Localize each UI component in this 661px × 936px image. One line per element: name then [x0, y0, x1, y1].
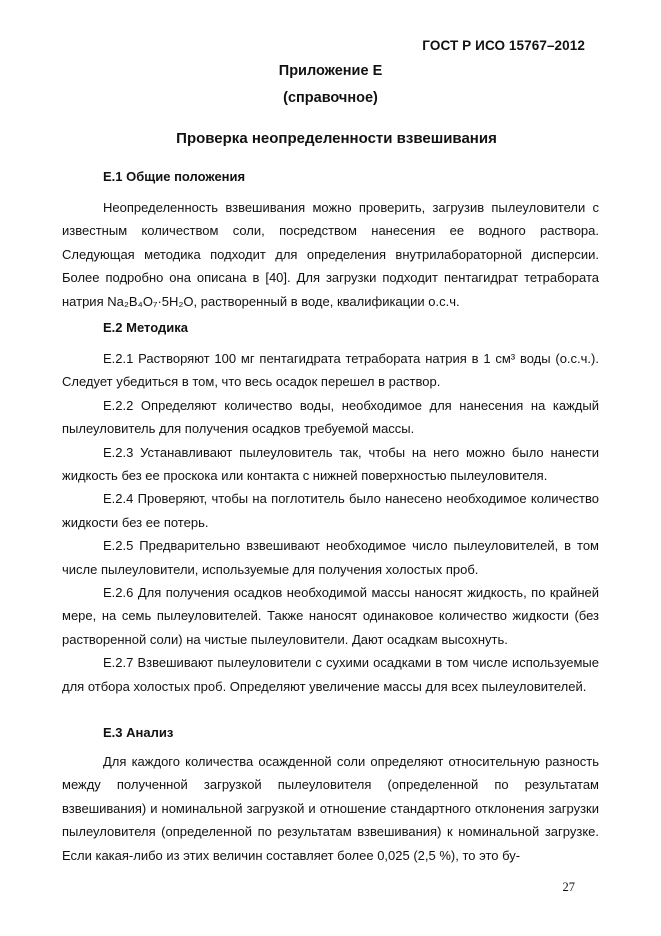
paragraph: Е.2.2 Определяют количество воды, необходимое для нанесения на каждый пылеуловитель для получения осадков требуемой массы.	[62, 397, 599, 437]
paragraph: Для каждого количества осажденной соли определяют относительную разность между полученной загрузкой пылеуловителя (определенной по результатам взвешивания) и номинальной загрузкой и отношение стандартного отклонения загрузки пылеуловителя (определенной по результатам взвешивания) к номинальной загрузке. Если какая-либо из этих величин составляет более 0,025 (2,5 %), то это бу-	[62, 754, 599, 863]
paragraph: Е.2.7 Взвешивают пылеуловители с сухими осадками в том числе используемые для отбора холостых проб. Определяют увеличение массы для всех пылеуловителей.	[62, 655, 599, 694]
document-title: Проверка неопределенности взвешивания	[176, 130, 497, 147]
appendix-subtitle: (справочное)	[283, 90, 378, 106]
paragraph: Неопределенность взвешивания можно проверить, загрузив пылеуловители с известным количеством соли, посредством нанесения ее водного раствора. Следующая методика подходит для определения внутрилабораторной дисперсии. Более подробно она описана в [40]. Для загрузки подходит пентагидрат тетрабората натрия Na₂B₄O₇·5H₂O, растворенный в воде, квалификации о.с.ч.	[62, 200, 599, 309]
paragraph: Е.2.5 Предварительно взвешивают необходимое число пылеуловителей, в том числе пылеуловители, используемые для получения холостых проб.	[62, 538, 599, 577]
paragraph: Е.2.4 Проверяют, чтобы на поглотитель было нанесено необходимое количество жидкости без ее потерь.	[62, 491, 599, 530]
section-e2	[62, 320, 599, 335]
section-e1	[62, 169, 599, 184]
paragraph: Е.2.6 Для получения осадков необходимой массы наносят жидкость, по крайней мере, на семь пылеуловителей. Также наносят одинаковое количество жидкости (без растворенной соли) на чистые пылеуловители. Дают осадкам высохнуть.	[62, 585, 599, 647]
section-heading: Е.3 Анализ	[103, 725, 174, 740]
section-e1-body	[62, 196, 599, 313]
section-heading: Е.1 Общие положения	[103, 169, 246, 184]
section-heading: Е.2 Методика	[103, 320, 188, 335]
section-e2-body	[62, 347, 599, 698]
section-e3	[62, 725, 599, 740]
paragraph: Е.2.3 Устанавливают пылеуловитель так, чтобы на него можно было нанести жидкость без ее проскока или контакта с нижней поверхностью пылеуловителя.	[62, 444, 599, 484]
paragraph: Е.2.1 Растворяют 100 мг пентагидрата тетрабората натрия в 1 см³ воды (о.с.ч.). Следует убедиться в том, что весь осадок перешел в раствор.	[62, 351, 599, 390]
section-e3-body	[62, 750, 599, 867]
page-number: 27	[562, 880, 575, 894]
appendix-title: Приложение Е	[278, 63, 383, 79]
standard-id: ГОСТ Р ИСО 15767–2012	[422, 38, 585, 53]
